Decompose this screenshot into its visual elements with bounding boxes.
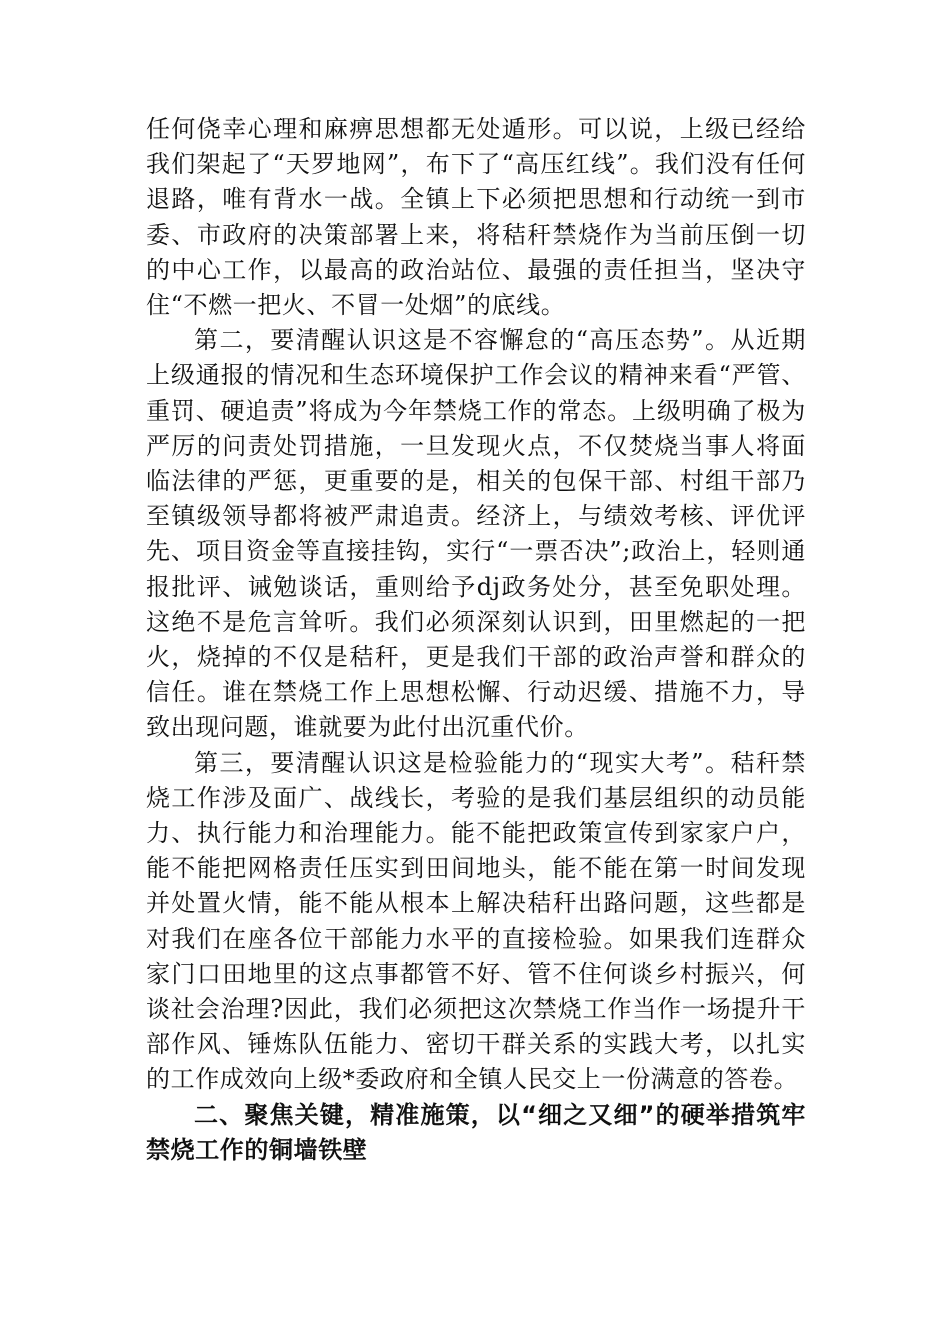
paragraph-second-point: 第二，要清醒认识这是不容懈怠的“高压态势”。从近期上级通报的情况和生态环境保护工作会议的精神来看“严管、重罚、硬追责”将成为今年禁烧工作的常态。上级明确了极为严厉的问责处罚措施，一旦发现火点，不仅焚烧当事人将面临法律的严惩，更重要的是，相关的包保干部、村组干部乃至镇级领导都将被严肃追责。经济上，与绩效考核、评优评先、项目资金等直接挂钩，实行“一票否决”;政治上，轻则通报批评、诫勉谈话，重则给予dj政务处分，甚至免职处理。这绝不是危言耸听。我们必须深刻认识到，田里燃起的一把火，烧掉的不仅是秸秆，更是我们干部的政治声誉和群众的信任。谁在禁烧工作上思想松懈、行动迟缓、措施不力，导致出现问题，谁就要为此付出沉重代价。: [146, 326, 806, 742]
document-body: [146, 112, 806, 1168]
paragraph-third-point: 第三，要清醒认识这是检验能力的“现实大考”。秸秆禁烧工作涉及面广、战线长，考验的是我们基层组织的动员能力、执行能力和治理能力。能不能把政策宣传到家家户户，能不能把网格责任压实到田间地头，能不能在第一时间发现并处置火情，能不能从根本上解决秸秆出路问题，这些都是对我们在座各位干部能力水平的直接检验。如果我们连群众家门口田地里的这点事都管不好、管不住何谈乡村振兴，何谈社会治理?因此，我们必须把这次禁烧工作当作一场提升干部作风、锤炼队伍能力、密切干群关系的实践大考，以扎实的工作成效向上级*委政府和全镇人民交上一份满意的答卷。: [146, 748, 806, 1094]
paragraph-continuation: 任何侥幸心理和麻痹思想都无处遁形。可以说，上级已经给我们架起了“天罗地网”，布下了“高压红线”。我们没有任何退路，唯有背水一战。全镇上下必须把思想和行动统一到市委、市政府的决策部署上来，将秸秆禁烧作为当前压倒一切的中心工作，以最高的政治站位、最强的责任担当，坚决守住“不燃一把火、不冒一处烟”的底线。: [146, 115, 806, 320]
section-heading: 二、聚焦关键，精准施策，以“细之又细”的硬举措筑牢禁烧工作的铜墙铁壁: [146, 1100, 806, 1164]
